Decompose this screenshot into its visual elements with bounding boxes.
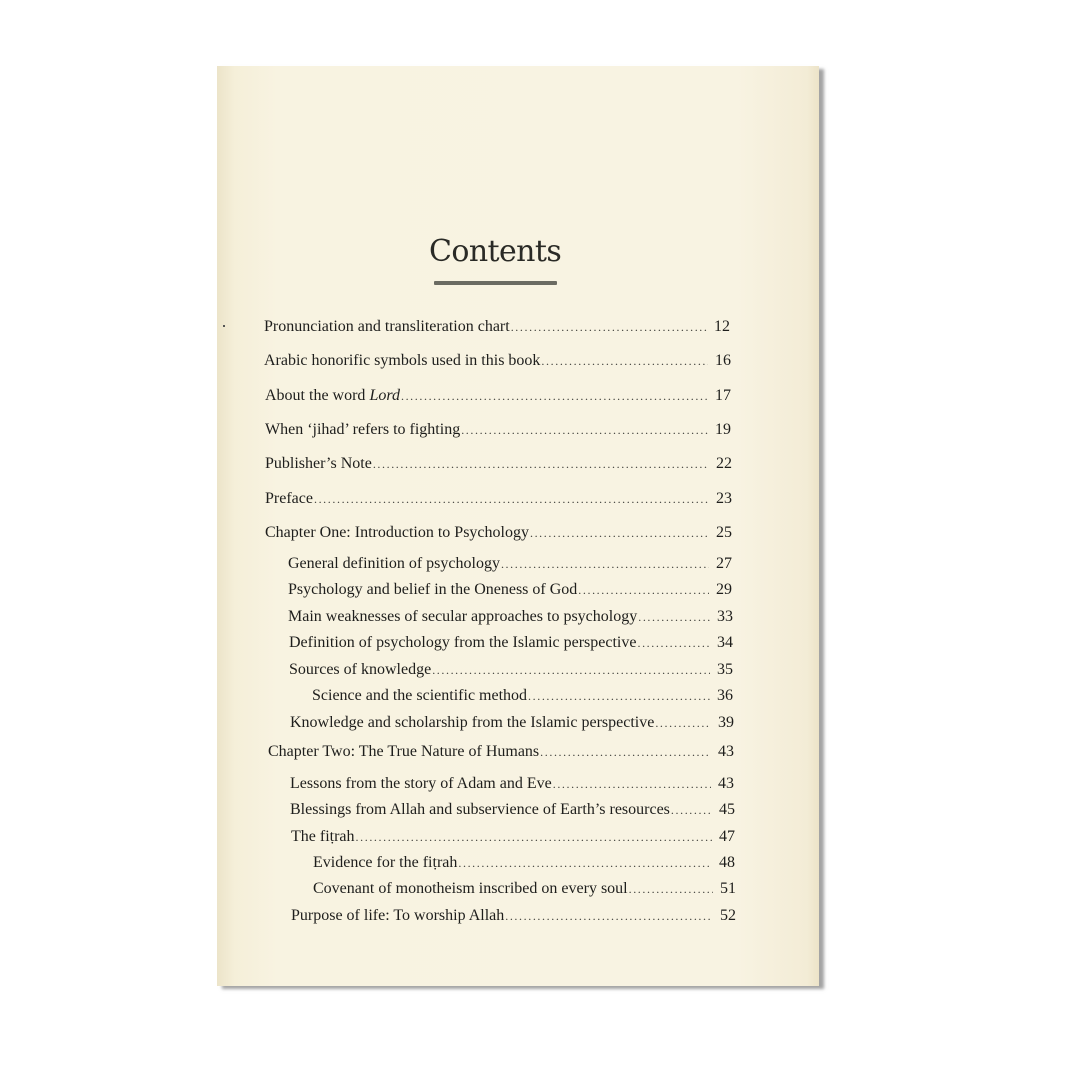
toc-entry-page: 25 [716,524,732,541]
toc-subsection-entry [313,880,736,898]
page-title: Contents [429,234,562,269]
leader-dots [458,856,712,871]
toc-entry-page: 36 [717,687,733,704]
toc-entry-label: Psychology and belief in the Oneness of God [288,581,578,598]
leader-dots [314,492,709,507]
toc-entry-label: Science and the scientific method [312,687,528,704]
toc-entry [265,421,731,439]
toc-section-entry [289,661,733,679]
leader-dots [553,777,711,792]
toc-entry [265,490,732,508]
toc-entry-page: 27 [716,555,732,572]
toc-entry-page: 35 [717,661,733,678]
leader-dots [501,557,709,572]
toc-section-entry [291,907,736,925]
toc-entry-label [265,387,400,405]
toc-entry-page: 43 [718,743,734,760]
leader-dots [432,663,710,678]
toc-entry-page: 51 [720,880,736,897]
book-page [217,66,819,986]
toc-entry-page: 17 [715,387,731,404]
toc-entry-page: 43 [718,775,734,792]
toc-section-entry [288,608,733,626]
toc-entry-label: Chapter Two: The True Nature of Humans [268,743,540,760]
toc-entry-label: Lessons from the story of Adam and Eve [290,775,552,792]
toc-section-entry [288,581,732,599]
toc-entry-label: Main weaknesses of secular approaches to psychology [288,608,638,625]
leader-dots [373,457,709,472]
toc-entry-label-italic: Lord [369,387,400,404]
toc-entry-label: Covenant of monotheism inscribed on every soul [313,880,628,897]
leader-dots [356,830,712,845]
toc-entry-label: Evidence for the fiṭrah [313,854,458,871]
toc-entry-page: 23 [716,490,732,507]
toc-entry-page: 29 [716,581,732,598]
toc-entry-label-prefix: About the word [265,387,370,404]
toc-entry-page: 33 [717,608,733,625]
leader-dots [511,320,707,335]
leader-dots [540,745,711,760]
toc-entry-label: Preface [265,490,313,507]
toc-entry-label: Blessings from Allah and subservience of Earth’s resources [290,801,670,818]
toc-entry-page: 19 [715,421,731,438]
toc-entry-page: 12 [714,318,730,335]
toc-entry-label: When ‘jihad’ refers to fighting [265,421,461,438]
toc-subsection-entry [312,687,733,705]
toc-entry-page: 39 [718,714,734,731]
leader-dots [461,423,708,438]
leader-dots [505,909,713,924]
toc-entry-label: Knowledge and scholarship from the Islamic perspective [290,714,655,731]
toc-section-entry [290,714,734,732]
leader-dots [638,610,710,625]
toc-subsection-entry [313,854,735,872]
toc-entry-label: General definition of psychology [288,555,500,572]
toc-section-entry [291,828,735,846]
toc-entry-label: Definition of psychology from the Islamic perspective [289,634,637,651]
toc-section-entry [290,801,735,819]
toc-entry-label: Arabic honorific symbols used in this book [264,352,541,369]
toc-entry-label: Purpose of life: To worship Allah [291,907,505,924]
toc-entry [264,352,731,370]
toc-section-entry [289,634,733,652]
toc-entry-label: Publisher’s Note [265,455,372,472]
toc-entry-page: 45 [719,801,735,818]
toc-chapter-entry [268,743,734,761]
margin-mark [223,325,225,327]
leader-dots [629,882,713,897]
leader-dots [637,636,710,651]
leader-dots [401,389,708,404]
toc-entry [265,455,732,473]
toc-entry-label: The fiṭrah [291,828,355,845]
leader-dots [528,689,710,704]
table-of-contents [217,66,819,986]
toc-entry-page: 47 [719,828,735,845]
leader-dots [530,526,709,541]
leader-dots [541,354,708,369]
leader-dots [578,583,709,598]
toc-entry-label: Chapter One: Introduction to Psychology [265,524,529,541]
toc-entry-label: Pronunciation and transliteration chart [264,318,510,335]
toc-entry [264,318,730,336]
toc-chapter-entry [265,524,732,542]
toc-entry [265,387,731,405]
toc-section-entry [290,775,734,793]
toc-entry-page: 16 [715,352,731,369]
toc-entry-page: 34 [717,634,733,651]
leader-dots [655,716,711,731]
toc-entry-label: Sources of knowledge [289,661,432,678]
toc-entry-page: 48 [719,854,735,871]
toc-entry-page: 52 [720,907,736,924]
leader-dots [671,803,712,818]
toc-entry-page: 22 [716,455,732,472]
toc-section-entry [288,555,732,573]
